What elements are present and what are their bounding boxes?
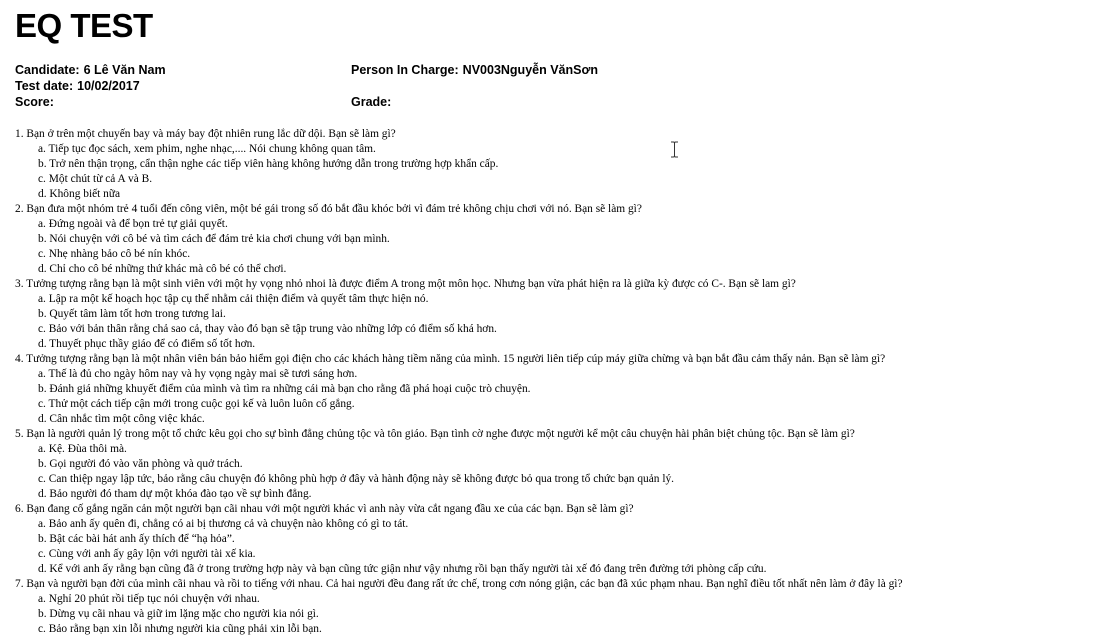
question-5 bbox=[15, 427, 1105, 502]
question-3 bbox=[15, 277, 1105, 352]
option-b: b. Gọi người đó vào văn phòng và quở trách. bbox=[38, 458, 243, 470]
question-7 bbox=[15, 577, 1105, 637]
option-c: c. Bảo rằng bạn xin lỗi nhưng người kia cũng phải xin lỗi bạn. bbox=[38, 623, 322, 635]
candidate-value: 6 Lê Văn Nam bbox=[83, 63, 166, 77]
option-d: d. Thuyết phục thầy giáo để có điểm số tốt hơn. bbox=[38, 338, 256, 350]
question-1 bbox=[15, 127, 1105, 202]
test-date-label: Test date: bbox=[15, 79, 74, 93]
candidate-info bbox=[15, 62, 166, 110]
grade-label: Grade: bbox=[351, 95, 392, 109]
option-c: c. Nhẹ nhàng bảo cô bé nín khóc. bbox=[38, 248, 191, 260]
option-b: b. Trở nên thận trọng, cẩn thận nghe các tiếp viên hàng không hướng dẫn trong trường hợp khẩn cấp. bbox=[38, 158, 499, 170]
score-label: Score: bbox=[15, 95, 54, 109]
option-a: a. Lập ra một kế hoạch học tập cụ thể nhằm cải thiện điểm và quyết tâm thực hiện nó. bbox=[38, 293, 429, 305]
score-row bbox=[15, 94, 166, 110]
text-cursor-icon bbox=[670, 141, 679, 158]
question-text: 2. Bạn đưa một nhóm trẻ 4 tuổi đến công viên, một bé gái trong số đó bắt đầu khóc bởi vì đám trẻ không chịu chơi với nó. Bạn sẽ làm gì? bbox=[15, 203, 642, 215]
option-a: a. Bảo anh ấy quên đi, chẳng có ai bị thương cả và chuyện nào không có gì to tát. bbox=[38, 518, 409, 530]
person-value: NV003Nguyễn VănSơn bbox=[462, 63, 598, 77]
option-b: b. Quyết tâm làm tốt hơn trong tương lai. bbox=[38, 308, 226, 320]
question-text: 7. Bạn và người bạn đời của mình cãi nhau và rồi to tiếng với nhau. Cả hai người đều đang rất ức chế, trong cơn nóng giận, các bạn đã xúc phạm nhau. Bạn nghĩ điều tốt nhất nên làm ở đây là gì? bbox=[15, 578, 903, 590]
question-2 bbox=[15, 202, 1105, 277]
question-list bbox=[15, 127, 1105, 637]
option-d: d. Cân nhắc tìm một công việc khác. bbox=[38, 413, 205, 425]
option-d: d. Không biết nữa bbox=[38, 188, 121, 200]
option-b: b. Dừng vụ cãi nhau và giữ im lặng mặc cho người kia nói gì. bbox=[38, 608, 319, 620]
option-a: a. Đứng ngoài và để bọn trẻ tự giải quyết. bbox=[38, 218, 228, 230]
option-c: c. Can thiệp ngay lập tức, bảo rằng câu chuyện đó không phù hợp ở đây và hành động này sẽ không được bỏ qua trong tổ chức bạn quản lý. bbox=[38, 473, 675, 485]
question-6 bbox=[15, 502, 1105, 577]
option-a: a. Tiếp tục đọc sách, xem phim, nghe nhạc,.... Nói chung không quan tâm. bbox=[38, 143, 376, 155]
option-a: a. Thế là đủ cho ngày hôm nay và hy vọng ngày mai sẽ tươi sáng hơn. bbox=[38, 368, 358, 380]
person-label: Person In Charge: bbox=[351, 63, 459, 77]
question-4 bbox=[15, 352, 1105, 427]
test-date-value: 10/02/2017 bbox=[77, 79, 140, 93]
option-c: c. Thử một cách tiếp cận mới trong cuộc gọi kế và luôn luôn cố gắng. bbox=[38, 398, 355, 410]
question-text: 1. Bạn ở trên một chuyến bay và máy bay đột nhiên rung lắc dữ dội. Bạn sẽ làm gì? bbox=[15, 128, 396, 140]
option-d: d. Kể với anh ấy rằng bạn cũng đã ở trong trường hợp này và bạn cũng tức giận như vậy nhưng rồi bạn thấy người tài xế đó đang trên đường tới phòng cấp cứu. bbox=[38, 563, 767, 575]
person-row bbox=[351, 62, 598, 78]
candidate-label: Candidate: bbox=[15, 63, 80, 77]
option-d: d. Chỉ cho cô bé những thứ khác mà cô bé có thể chơi. bbox=[38, 263, 287, 275]
option-c: c. Một chút từ cả A và B. bbox=[38, 173, 153, 185]
test-date-row bbox=[15, 78, 166, 94]
option-a: a. Kệ. Đùa thôi mà. bbox=[38, 443, 127, 455]
question-text: 4. Tưởng tượng rằng bạn là một nhân viên bán bảo hiểm gọi điện cho các khách hàng tiềm năng của mình. 15 người liên tiếp cúp máy giữa chừng và bạn bắt đầu cảm thấy nản. Bạn sẽ làm gì? bbox=[15, 353, 886, 365]
option-c: c. Bảo với bản thân rằng chả sao cả, thay vào đó bạn sẽ tập trung vào những lớp có điểm số khá hơn. bbox=[38, 323, 497, 335]
question-text: 6. Bạn đang cố gắng ngăn cản một người bạn cãi nhau với một người khác vì anh này vừa cắt ngang đầu xe của các bạn. Bạn sẽ làm gì? bbox=[15, 503, 634, 515]
question-text: 3. Tưởng tượng rằng bạn là một sinh viên với một hy vọng nhỏ nhoi là được điểm A trong một môn học. Nhưng bạn vừa phát hiện ra là giữa kỳ được có C-. Bạn sẽ lam gì? bbox=[15, 278, 796, 290]
candidate-row bbox=[15, 62, 166, 78]
option-c: c. Cùng với anh ấy gây lộn với người tài xế kia. bbox=[38, 548, 256, 560]
option-b: b. Đánh giá những khuyết điểm của mình và tìm ra những cái mà bạn cho rằng đã phá hoại cuộc trò chuyện. bbox=[38, 383, 531, 395]
question-text: 5. Bạn là người quản lý trong một tổ chức kêu gọi cho sự bình đẳng chủng tộc và tôn giáo. Bạn tình cờ nghe được một người kể một câu chuyện hài phân biệt chủng tộc. Bạn sẽ làm gì? bbox=[15, 428, 855, 440]
option-a: a. Nghỉ 20 phút rồi tiếp tục nói chuyện với nhau. bbox=[38, 593, 260, 605]
option-d: d. Bảo người đó tham dự một khóa đào tạo về sự bình đẳng. bbox=[38, 488, 312, 500]
option-b: b. Nói chuyện với cô bé và tìm cách để đám trẻ kia chơi chung với bạn mình. bbox=[38, 233, 390, 245]
page-title: EQ TEST bbox=[15, 7, 153, 44]
spacer-row bbox=[351, 78, 598, 94]
option-b: b. Bật các bài hát anh ấy thích để “hạ hỏa”. bbox=[38, 533, 235, 545]
person-info bbox=[351, 62, 598, 110]
grade-row bbox=[351, 94, 598, 110]
